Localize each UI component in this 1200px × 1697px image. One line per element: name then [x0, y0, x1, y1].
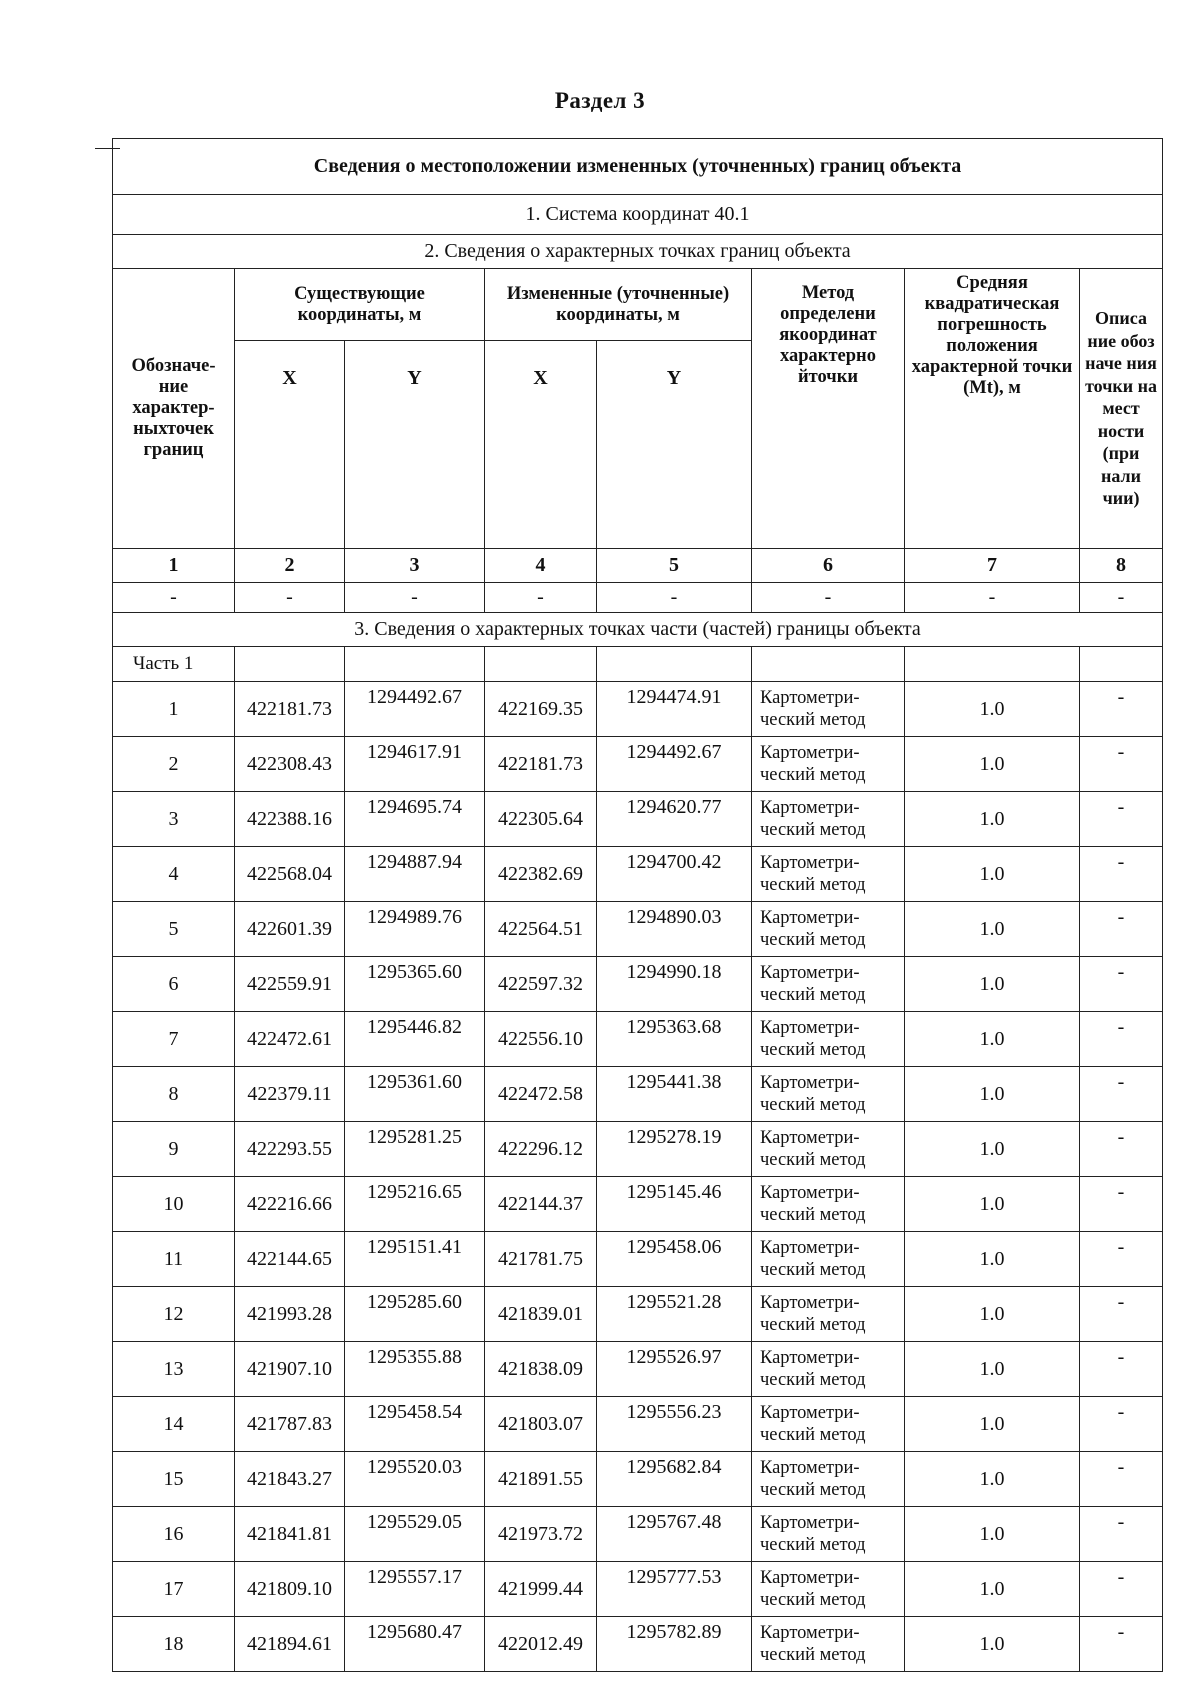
method-cell	[752, 792, 905, 847]
changed-y: 1295777.53	[597, 1562, 752, 1617]
column-number: 8	[1080, 549, 1163, 583]
existing-y: 1295285.60	[345, 1287, 485, 1342]
method-cell	[752, 1562, 905, 1617]
existing-y: 1295355.88	[345, 1342, 485, 1397]
description-value: -	[1080, 1562, 1163, 1617]
description-value: -	[1080, 1452, 1163, 1507]
point-number: 8	[113, 1067, 235, 1122]
method-cell	[752, 1397, 905, 1452]
method-cell	[752, 957, 905, 1012]
method-line-1: Картометри-	[760, 798, 860, 818]
method-line-1: Картометри-	[760, 853, 860, 873]
table-row	[113, 1397, 1163, 1452]
existing-y: 1294887.94	[345, 847, 485, 902]
changed-x: 421838.09	[485, 1342, 597, 1397]
changed-y: 1294890.03	[597, 902, 752, 957]
blank-cell	[1080, 647, 1163, 682]
changed-x: 421973.72	[485, 1507, 597, 1562]
point-number: 16	[113, 1507, 235, 1562]
description-value: -	[1080, 1507, 1163, 1562]
point-number: 12	[113, 1287, 235, 1342]
points-heading-row	[113, 235, 1163, 269]
changed-x: 422012.49	[485, 1617, 597, 1672]
description-value: -	[1080, 847, 1163, 902]
existing-x: 422388.16	[235, 792, 345, 847]
table-row	[113, 1342, 1163, 1397]
changed-x: 422305.64	[485, 792, 597, 847]
existing-y: 1295216.65	[345, 1177, 485, 1232]
method-cell	[752, 1507, 905, 1562]
parts-heading-row	[113, 613, 1163, 647]
method-line-2: ческий метод	[760, 1315, 866, 1335]
error-value: 1.0	[905, 1342, 1080, 1397]
method-cell	[752, 1122, 905, 1177]
method-line-2: ческий метод	[760, 1535, 866, 1555]
point-number: 15	[113, 1452, 235, 1507]
table-row	[113, 682, 1163, 737]
column-number-row	[113, 549, 1163, 583]
point-number: 10	[113, 1177, 235, 1232]
description-value: -	[1080, 737, 1163, 792]
changed-y: 1295278.19	[597, 1122, 752, 1177]
changed-x: 422296.12	[485, 1122, 597, 1177]
table-row	[113, 1232, 1163, 1287]
existing-x: 422216.66	[235, 1177, 345, 1232]
header-designation: Обозначе-ние характер-ныхточек границ	[113, 269, 235, 549]
existing-x: 422181.73	[235, 682, 345, 737]
description-value: -	[1080, 1617, 1163, 1672]
point-number: 11	[113, 1232, 235, 1287]
changed-y: 1295526.97	[597, 1342, 752, 1397]
existing-y: 1295365.60	[345, 957, 485, 1012]
block-title: Сведения о местоположении измененных (уточненных) границ объекта	[113, 139, 1163, 195]
point-number: 7	[113, 1012, 235, 1067]
changed-x: 421781.75	[485, 1232, 597, 1287]
method-line-2: ческий метод	[760, 710, 866, 730]
method-line-1: Картометри-	[760, 1183, 860, 1203]
column-number: 7	[905, 549, 1080, 583]
existing-x: 422379.11	[235, 1067, 345, 1122]
description-value: -	[1080, 1232, 1163, 1287]
method-cell	[752, 1342, 905, 1397]
method-line-2: ческий метод	[760, 1425, 866, 1445]
existing-y: 1295151.41	[345, 1232, 485, 1287]
method-cell	[752, 1617, 905, 1672]
point-number: 3	[113, 792, 235, 847]
changed-x: 421839.01	[485, 1287, 597, 1342]
table-row	[113, 1452, 1163, 1507]
method-cell	[752, 1452, 905, 1507]
empty-cell: -	[1080, 583, 1163, 613]
error-value: 1.0	[905, 1452, 1080, 1507]
method-line-2: ческий метод	[760, 1645, 866, 1665]
existing-x: 421843.27	[235, 1452, 345, 1507]
error-value: 1.0	[905, 957, 1080, 1012]
existing-x: 421787.83	[235, 1397, 345, 1452]
column-number: 3	[345, 549, 485, 583]
changed-y: 1294620.77	[597, 792, 752, 847]
method-line-2: ческий метод	[760, 1150, 866, 1170]
method-line-1: Картометри-	[760, 1293, 860, 1313]
method-line-2: ческий метод	[760, 1095, 866, 1115]
existing-y: 1295680.47	[345, 1617, 485, 1672]
changed-x: 422169.35	[485, 682, 597, 737]
method-line-1: Картометри-	[760, 963, 860, 983]
existing-x: 422293.55	[235, 1122, 345, 1177]
changed-y: 1295556.23	[597, 1397, 752, 1452]
point-number: 9	[113, 1122, 235, 1177]
table-row	[113, 1122, 1163, 1177]
changed-x: 421999.44	[485, 1562, 597, 1617]
header-changed: Измененные (уточненные) координаты, м	[485, 269, 752, 341]
existing-y: 1294695.74	[345, 792, 485, 847]
changed-x: 422144.37	[485, 1177, 597, 1232]
column-number: 4	[485, 549, 597, 583]
empty-cell: -	[235, 583, 345, 613]
existing-y: 1294492.67	[345, 682, 485, 737]
method-line-1: Картометри-	[760, 1403, 860, 1423]
method-line-2: ческий метод	[760, 1370, 866, 1390]
method-line-2: ческий метод	[760, 1205, 866, 1225]
description-value: -	[1080, 1342, 1163, 1397]
table-row	[113, 1562, 1163, 1617]
column-number: 5	[597, 549, 752, 583]
existing-y: 1295520.03	[345, 1452, 485, 1507]
existing-x: 422308.43	[235, 737, 345, 792]
header-row-1	[113, 269, 1163, 341]
existing-x: 422472.61	[235, 1012, 345, 1067]
empty-cell: -	[905, 583, 1080, 613]
changed-y: 1294492.67	[597, 737, 752, 792]
coord-system: 1. Система координат 40.1	[113, 195, 1163, 235]
error-value: 1.0	[905, 847, 1080, 902]
point-number: 17	[113, 1562, 235, 1617]
changed-x: 421891.55	[485, 1452, 597, 1507]
existing-x: 422559.91	[235, 957, 345, 1012]
existing-y: 1295361.60	[345, 1067, 485, 1122]
table-row	[113, 1617, 1163, 1672]
empty-cell: -	[597, 583, 752, 613]
existing-x: 421894.61	[235, 1617, 345, 1672]
block-title-row	[113, 139, 1163, 195]
changed-y: 1295363.68	[597, 1012, 752, 1067]
changed-x: 422556.10	[485, 1012, 597, 1067]
changed-y: 1295782.89	[597, 1617, 752, 1672]
error-value: 1.0	[905, 1617, 1080, 1672]
point-number: 2	[113, 737, 235, 792]
error-value: 1.0	[905, 1507, 1080, 1562]
changed-x: 422181.73	[485, 737, 597, 792]
existing-x: 422144.65	[235, 1232, 345, 1287]
section-title: Раздел 3	[554, 88, 646, 113]
error-value: 1.0	[905, 1562, 1080, 1617]
method-cell	[752, 847, 905, 902]
method-line-1: Картометри-	[760, 688, 860, 708]
error-value: 1.0	[905, 902, 1080, 957]
column-number: 2	[235, 549, 345, 583]
changed-x: 422597.32	[485, 957, 597, 1012]
method-line-1: Картометри-	[760, 908, 860, 928]
error-value: 1.0	[905, 1232, 1080, 1287]
boundary-table	[112, 138, 1163, 1672]
method-cell	[752, 1177, 905, 1232]
table-body	[113, 139, 1163, 1672]
error-value: 1.0	[905, 792, 1080, 847]
header-error: Средняя квадратическая погрешность положения характерной точки (Mt), м	[905, 269, 1080, 549]
empty-cell: -	[752, 583, 905, 613]
empty-cell: -	[485, 583, 597, 613]
description-value: -	[1080, 792, 1163, 847]
changed-x: 422564.51	[485, 902, 597, 957]
table-row	[113, 1287, 1163, 1342]
existing-y: 1295557.17	[345, 1562, 485, 1617]
method-line-2: ческий метод	[760, 1260, 866, 1280]
blank-cell	[597, 647, 752, 682]
part-label: Часть 1	[113, 647, 235, 682]
method-line-2: ческий метод	[760, 765, 866, 785]
table-row	[113, 847, 1163, 902]
description-value: -	[1080, 1067, 1163, 1122]
header-y-changed: Y	[597, 341, 752, 549]
existing-y: 1295458.54	[345, 1397, 485, 1452]
existing-x: 422568.04	[235, 847, 345, 902]
method-line-2: ческий метод	[760, 1040, 866, 1060]
method-cell	[752, 1012, 905, 1067]
point-number: 13	[113, 1342, 235, 1397]
description-value: -	[1080, 902, 1163, 957]
description-value: -	[1080, 1287, 1163, 1342]
method-cell	[752, 1287, 905, 1342]
description-value: -	[1080, 1177, 1163, 1232]
description-value: -	[1080, 1122, 1163, 1177]
point-number: 6	[113, 957, 235, 1012]
blank-cell	[235, 647, 345, 682]
point-number: 14	[113, 1397, 235, 1452]
error-value: 1.0	[905, 1287, 1080, 1342]
error-value: 1.0	[905, 1012, 1080, 1067]
description-value: -	[1080, 957, 1163, 1012]
method-line-2: ческий метод	[760, 820, 866, 840]
blank-cell	[752, 647, 905, 682]
existing-y: 1294617.91	[345, 737, 485, 792]
error-value: 1.0	[905, 1397, 1080, 1452]
changed-y: 1295458.06	[597, 1232, 752, 1287]
method-cell	[752, 1067, 905, 1122]
method-line-1: Картометри-	[760, 1073, 860, 1093]
header-y-existing: Y	[345, 341, 485, 549]
error-value: 1.0	[905, 1177, 1080, 1232]
method-cell	[752, 682, 905, 737]
method-line-2: ческий метод	[760, 1590, 866, 1610]
changed-y: 1294700.42	[597, 847, 752, 902]
method-line-1: Картометри-	[760, 1623, 860, 1643]
method-line-1: Картометри-	[760, 743, 860, 763]
column-number: 1	[113, 549, 235, 583]
existing-y: 1294989.76	[345, 902, 485, 957]
header-method: Метод определени якоординат характерно йточки	[752, 269, 905, 549]
method-line-2: ческий метод	[760, 875, 866, 895]
header-x-changed: X	[485, 341, 597, 549]
description-value: -	[1080, 1012, 1163, 1067]
changed-x: 422382.69	[485, 847, 597, 902]
point-number: 1	[113, 682, 235, 737]
method-line-1: Картометри-	[760, 1348, 860, 1368]
table-row	[113, 1012, 1163, 1067]
method-line-1: Картометри-	[760, 1513, 860, 1533]
table-row	[113, 1177, 1163, 1232]
changed-y: 1295682.84	[597, 1452, 752, 1507]
method-line-1: Картометри-	[760, 1018, 860, 1038]
existing-x: 421907.10	[235, 1342, 345, 1397]
changed-y: 1295521.28	[597, 1287, 752, 1342]
description-value: -	[1080, 1397, 1163, 1452]
changed-y: 1294474.91	[597, 682, 752, 737]
parts-heading: 3. Сведения о характерных точках части (частей) границы объекта	[113, 613, 1163, 647]
method-cell	[752, 902, 905, 957]
method-line-1: Картометри-	[760, 1128, 860, 1148]
point-number: 18	[113, 1617, 235, 1672]
changed-y: 1295767.48	[597, 1507, 752, 1562]
column-number: 6	[752, 549, 905, 583]
changed-x: 421803.07	[485, 1397, 597, 1452]
existing-y: 1295529.05	[345, 1507, 485, 1562]
table-row	[113, 1507, 1163, 1562]
header-x-existing: X	[235, 341, 345, 549]
table-row	[113, 1067, 1163, 1122]
existing-x: 421809.10	[235, 1562, 345, 1617]
existing-x: 421993.28	[235, 1287, 345, 1342]
changed-x: 422472.58	[485, 1067, 597, 1122]
header-existing: Существующие координаты, м	[235, 269, 485, 341]
method-line-2: ческий метод	[760, 985, 866, 1005]
changed-y: 1295145.46	[597, 1177, 752, 1232]
method-cell	[752, 1232, 905, 1287]
description-value: -	[1080, 682, 1163, 737]
existing-y: 1295446.82	[345, 1012, 485, 1067]
empty-cell: -	[113, 583, 235, 613]
error-value: 1.0	[905, 1122, 1080, 1177]
point-number: 5	[113, 902, 235, 957]
table-row	[113, 902, 1163, 957]
error-value: 1.0	[905, 737, 1080, 792]
coord-system-row	[113, 195, 1163, 235]
existing-x: 421841.81	[235, 1507, 345, 1562]
empty-cell: -	[345, 583, 485, 613]
table-row	[113, 957, 1163, 1012]
header-description: Описа ние обоз наче ния точки на мест ности (при нали чии)	[1080, 269, 1163, 549]
part-row	[113, 647, 1163, 682]
changed-y: 1294990.18	[597, 957, 752, 1012]
method-line-2: ческий метод	[760, 930, 866, 950]
blank-cell	[485, 647, 597, 682]
method-cell	[752, 737, 905, 792]
blank-cell	[345, 647, 485, 682]
existing-x: 422601.39	[235, 902, 345, 957]
error-value: 1.0	[905, 1067, 1080, 1122]
empty-row	[113, 583, 1163, 613]
method-line-1: Картометри-	[760, 1568, 860, 1588]
blank-cell	[905, 647, 1080, 682]
existing-y: 1295281.25	[345, 1122, 485, 1177]
method-line-1: Картометри-	[760, 1458, 860, 1478]
points-heading: 2. Сведения о характерных точках границ объекта	[113, 235, 1163, 269]
point-number: 4	[113, 847, 235, 902]
table-row	[113, 737, 1163, 792]
table-row	[113, 792, 1163, 847]
changed-y: 1295441.38	[597, 1067, 752, 1122]
error-value: 1.0	[905, 682, 1080, 737]
method-line-2: ческий метод	[760, 1480, 866, 1500]
method-line-1: Картометри-	[760, 1238, 860, 1258]
